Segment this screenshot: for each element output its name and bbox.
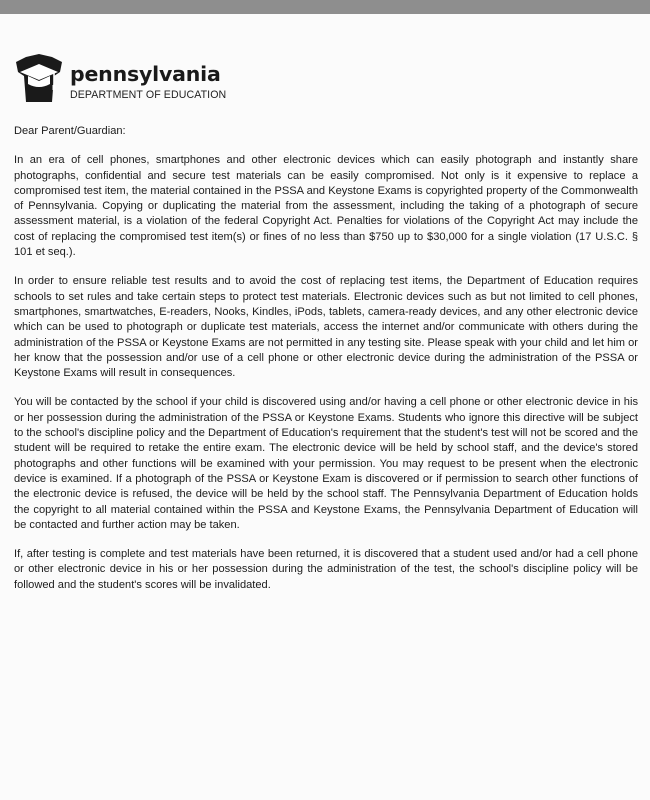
paragraph-copyright: In an era of cell phones, smartphones and other electronic devices which can easily photograph and instantly share photographs, confidential and secure test materials can be easily compromised. Not only is it expensive to replace a compromised test item, the material contained in the PSSA and Keystone Exams is copyrighted property of the Commonwealth of Pennsylvania. Copying or duplicating the material from the assessment, including the taking of a photograph of secure assessment material, is a violation of the federal Copyright Act. Penalties for violations of the Copyright Act may include the cost of replacing the compromised test item(s) or fines of no less than $750 up to $30,000 for a single violation (17 U.S.C. § 101 et seq.).	[14, 154, 638, 259]
top-border-strip	[0, 0, 650, 14]
paragraph-post-testing: If, after testing is complete and test materials have been returned, it is discovered that a student used and/or had a cell phone or other electronic device in his or her possession during the administration of the test, the school's discipline policy will be followed and the student's scores will be invalidated.	[14, 548, 638, 591]
paragraph-consequences: You will be contacted by the school if your child is discovered using and/or having a cell phone or other electronic device in his or her possession during the administration of the PSSA or Keystone Exams. Students who ignore this directive will be subject to the school's discipline policy and the Department of Education's requirement that the student's test will not be scored and the student will be required to retake the entire exam. The electronic device will be held by school staff, and the device's stored photographs and other functions will be examined with your permission. You may request to be present when the electronic device is examined. If a photograph of the PSSA or Keystone Exam is discovered or if permission to search other functions of the electronic device is refused, the device will be held by the school staff. The Pennsylvania Department of Education holds the copyright to all material contained within the PSSA and Keystone Exams, the Pennsylvania Department of Education will be contacted and further action may be taken.	[14, 396, 638, 531]
salutation: Dear Parent/Guardian:	[14, 125, 126, 137]
department-name: DEPARTMENT OF EDUCATION	[70, 89, 227, 101]
paragraph-device-policy: In order to ensure reliable test results and to avoid the cost of replacing test items, the Department of Education requires schools to set rules and take certain steps to protect test materials. Electronic devices such as but not limited to cell phones, smartphones, smartwatches, E-readers, Nooks, Kindles, iPods, tablets, camera-ready devices, and any other electronic device which can be used to photograph or duplicate test materials, access the internet and/or communicate with others during the administration of the PSSA or Keystone Exams are not permitted in any testing site. Please speak with your child and let him or her know that the possession and/or use of a cell phone or other electronic device during the administration of the PSSA or Keystone Exams will result in consequences.	[14, 275, 638, 380]
letter-body	[14, 124, 638, 607]
keystone-graduation-cap-icon	[14, 54, 64, 116]
org-name: pennsylvania	[70, 62, 221, 86]
pa-education-logo	[14, 54, 274, 116]
letter-page	[0, 14, 650, 800]
